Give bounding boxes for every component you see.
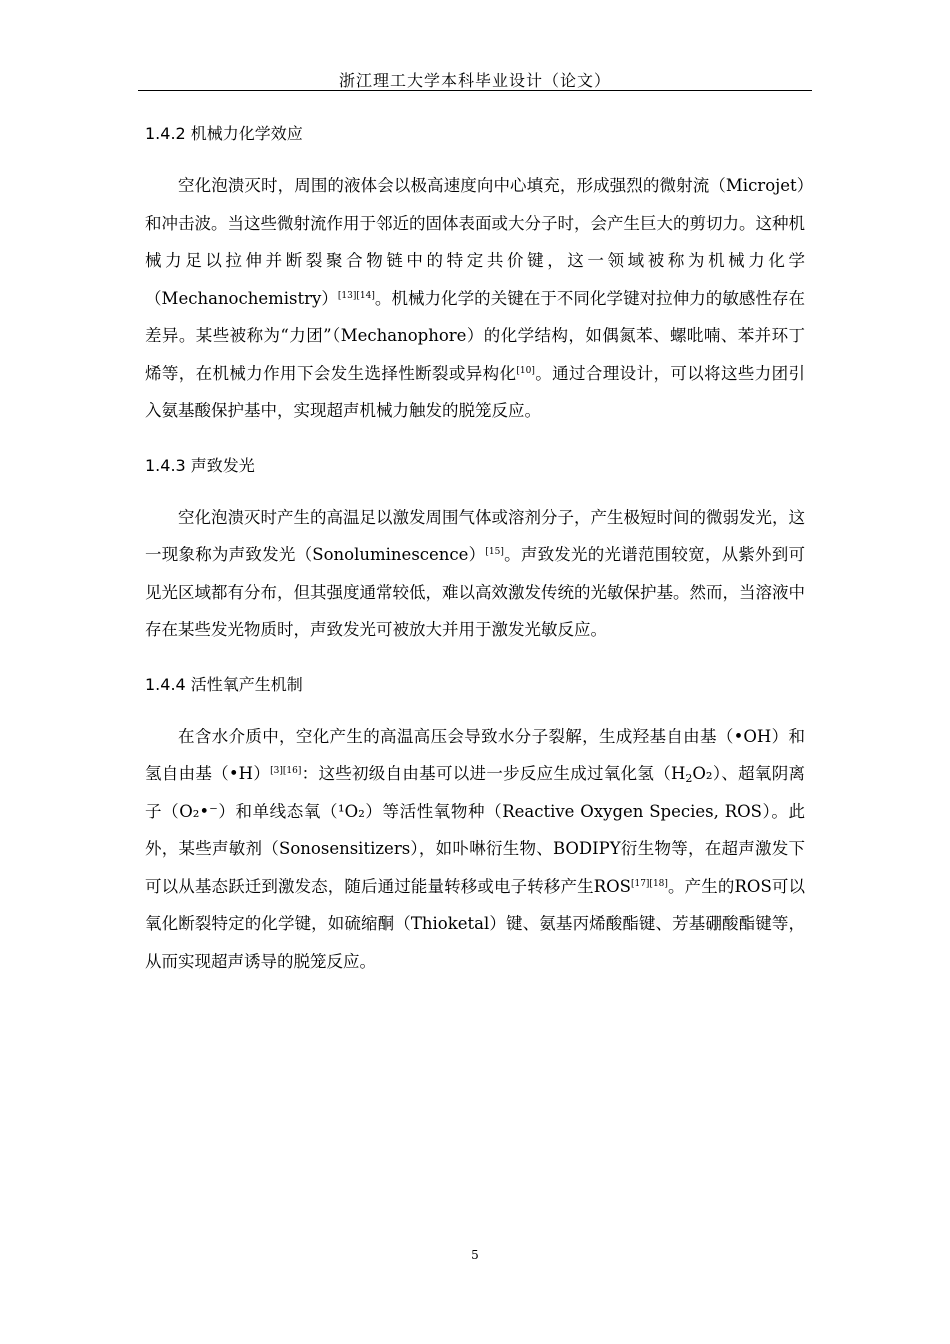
page-body: [145, 115, 805, 980]
citation: [15]: [485, 547, 504, 557]
citation: [13][14]: [337, 290, 375, 301]
paragraph-sonoluminescence: 空化泡溃灭时产生的高温足以激发周围气体或溶剂分子，产生极短时间的微弱发光，这一现象称为声致发光（Sonoluminescence）[15]。声致发光的光谱范围较宽，从紫外到可见光区域都有分布，但其强度通常较低，难以高效激发传统的光敏保护基。然而，当溶液中存在某些发光物质时，声致发光可被放大并用于激发光敏反应。: [145, 507, 806, 639]
citation: [17][18]: [630, 878, 668, 889]
header-rule: [138, 90, 812, 91]
paragraph-ros-mechanism: 在含水介质中，空化产生的高温高压会导致水分子裂解，生成羟基自由基（•OH）和氢自由基（•H）[3][16]：这些初级自由基可以进一步反应生成过氧化氢$(H_2O_2)$、超氧阴离子（O₂•⁻）和单线态氧（¹O₂）等活性氧物种（Reactive Oxygen Species, ROS）。此外，某些声敏剂（Sonosensitizers），如卟啉衍生物、BODIPY衍生物等，在超声激发下可以从基态跃迁到激发态，随后通过能量转移或电子转移产生ROS[17][18]。产生的ROS可以氧化断裂特定的化学键，如硫缩酮（Thioketal）键、氨基丙烯酸酯键、芳基硼酸酯键等，从而实现超声诱导的脱笼反应。: [145, 726, 806, 971]
section-heading-1-4-4: 1.4.4 活性氧产生机制: [145, 674, 303, 694]
citation: [3][16]: [270, 766, 302, 776]
running-header: 浙江理工大学本科毕业设计（论文）: [338, 71, 611, 90]
citation: [10]: [516, 365, 535, 376]
paragraph-mechanochemistry: 空化泡溃灭时，周围的液体会以极高速度向中心填充，形成强烈的微射流（Microjet）和冲击波。当这些微射流作用于邻近的固体表面或大分子时，会产生巨大的剪切力。这种机械力足以拉伸并断裂聚合物链中的特定共价键，这一领域被称为机械力化学（Mechanochemistry）[13][14]。机械力化学的关键在于不同化学键对拉伸力的敏感性存在差异。某些被称为“力团”（Mechanophore）的化学结构，如偶氮苯、螺吡喃、苯并环丁烯等，在机械力作用下会发生选择性断裂或异构化[10]。通过合理设计，可以将这些力团引入氨基酸保护基中，实现超声机械力触发的脱笼反应。: [145, 176, 806, 420]
page-number: 5: [471, 1248, 479, 1262]
section-heading-1-4-3: 1.4.3 声致发光: [145, 455, 255, 475]
section-heading-1-4-2: 1.4.2 机械力化学效应: [145, 124, 303, 143]
